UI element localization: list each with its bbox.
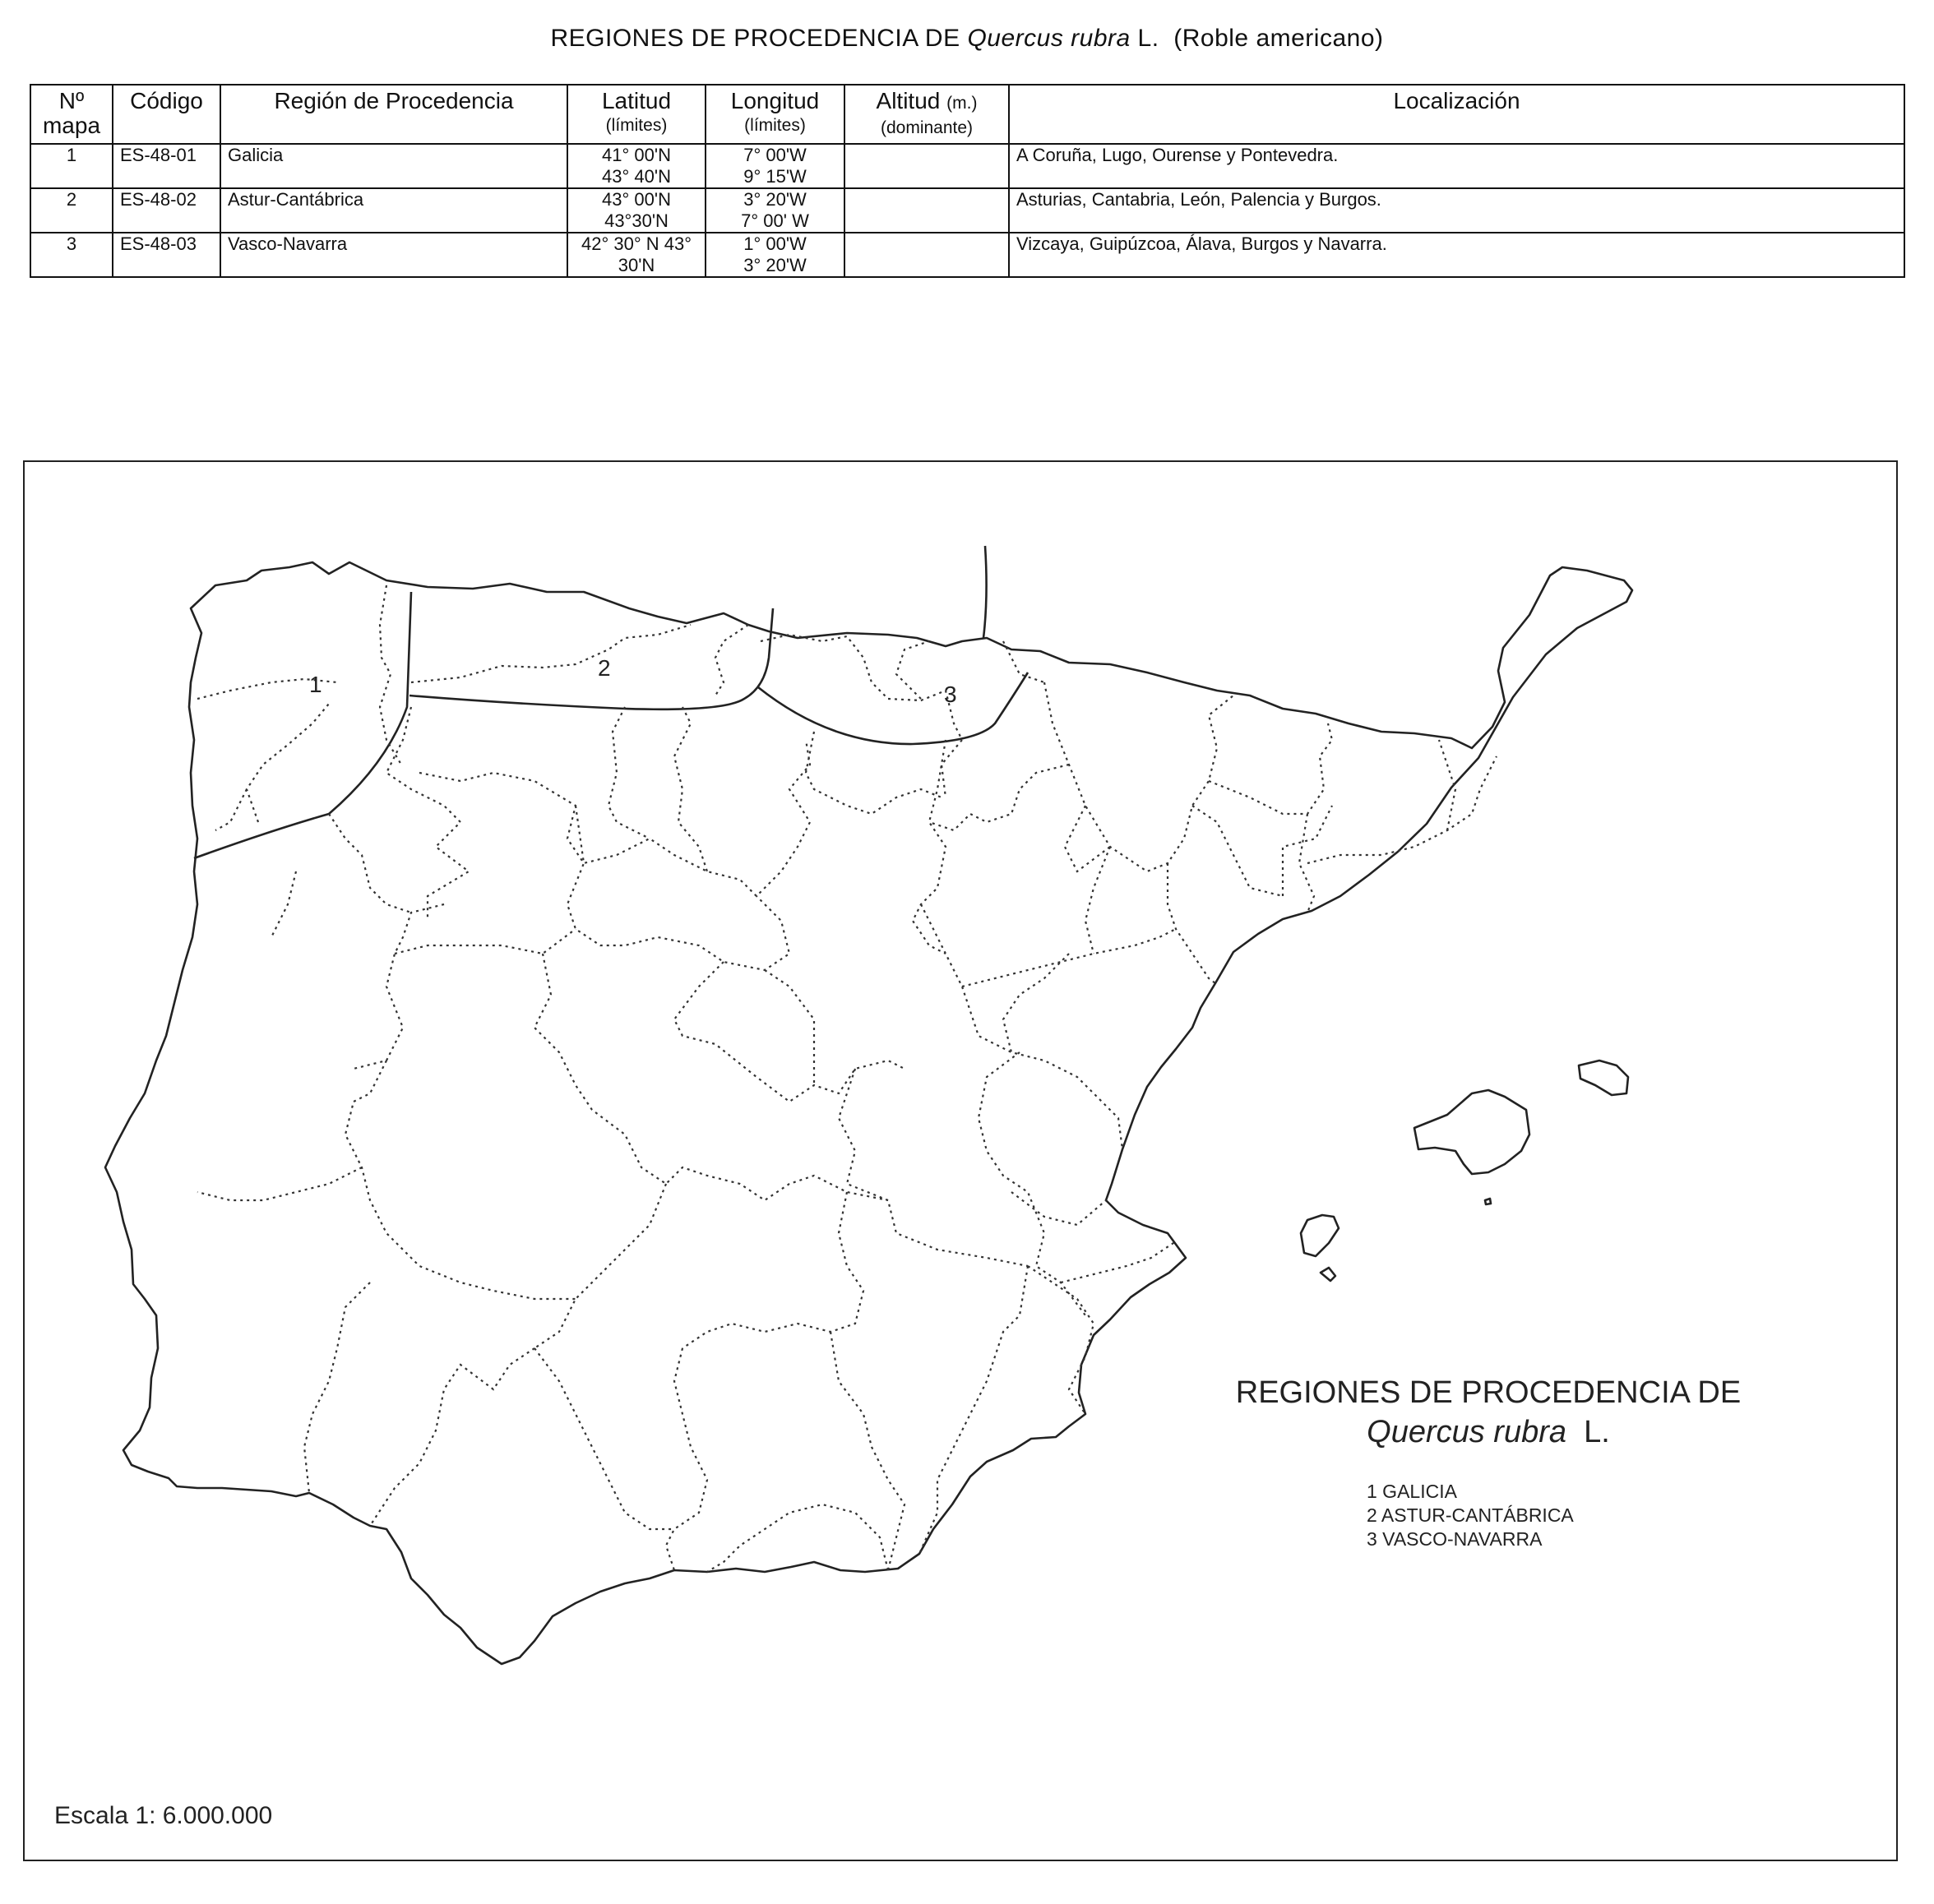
ibiza <box>1301 1215 1339 1256</box>
cell-code: ES-48-03 <box>113 233 220 277</box>
boundary-vasco-navarra <box>758 672 1028 744</box>
cell-region: Galicia <box>220 144 567 188</box>
boundary-astur-cantabrica <box>409 608 773 709</box>
mallorca <box>1414 1090 1529 1174</box>
cell-longitude: 1° 00'W 3° 20'W <box>706 233 844 277</box>
header-region: Región de Procedencia <box>220 85 567 144</box>
map-legend <box>1367 1480 1574 1551</box>
cell-latitude: 43° 00'N 43°30'N <box>567 188 706 233</box>
header-longitude: Longitud (límites) <box>706 85 844 144</box>
cell-latitude: 42° 30° N 43° 30'N <box>567 233 706 277</box>
cell-code: ES-48-01 <box>113 144 220 188</box>
legend-item: 3 VASCO-NAVARRA <box>1367 1528 1543 1550</box>
cell-num: 2 <box>30 188 113 233</box>
formentera <box>1321 1268 1335 1281</box>
header-latitude: Latitud (límites) <box>567 85 706 144</box>
cell-location: Vizcaya, Guipúzcoa, Álava, Burgos y Navarra. <box>1009 233 1904 277</box>
region-label-2: 2 <box>598 655 611 681</box>
title-common-name: (Roble americano) <box>1173 25 1384 52</box>
map-title <box>1217 1373 1760 1452</box>
cabrera <box>1485 1199 1491 1204</box>
cell-longitude: 3° 20'W 7° 00' W <box>706 188 844 233</box>
legend-item: 2 ASTUR-CANTÁBRICA <box>1367 1504 1574 1526</box>
cell-longitude: 7° 00'W 9° 15'W <box>706 144 844 188</box>
cell-code: ES-48-02 <box>113 188 220 233</box>
title-author: L. <box>1137 25 1159 52</box>
map-scale: Escala 1: 6.000.000 <box>54 1802 273 1829</box>
title-prefix: REGIONES DE PROCEDENCIA DE <box>550 25 960 52</box>
header-num: Nº mapa <box>30 85 113 144</box>
header-altitude: Altitud (m.) (dominante) <box>844 85 1009 144</box>
cell-region: Vasco-Navarra <box>220 233 567 277</box>
region-label-1: 1 <box>309 672 322 697</box>
cell-location: Asturias, Cantabria, León, Palencia y Burgos. <box>1009 188 1904 233</box>
boundary-line-top <box>983 546 987 638</box>
header-location: Localización <box>1009 85 1904 144</box>
legend-item: 1 GALICIA <box>1367 1481 1457 1502</box>
cell-num: 1 <box>30 144 113 188</box>
title-species: Quercus rubra <box>967 25 1131 52</box>
boundary-galicia <box>194 592 411 858</box>
menorca <box>1579 1061 1628 1095</box>
region-label-3: 3 <box>944 682 957 707</box>
map-title-line1: REGIONES DE PROCEDENCIA DE <box>1235 1375 1742 1410</box>
cell-num: 3 <box>30 233 113 277</box>
header-code: Código <box>113 85 220 144</box>
map-title-species-line: Quercus rubra L. <box>1367 1415 1610 1449</box>
cell-region: Astur-Cantábrica <box>220 188 567 233</box>
cell-location: A Coruña, Lugo, Ourense y Pontevedra. <box>1009 144 1904 188</box>
cell-latitude: 41° 00'N 43° 40'N <box>567 144 706 188</box>
